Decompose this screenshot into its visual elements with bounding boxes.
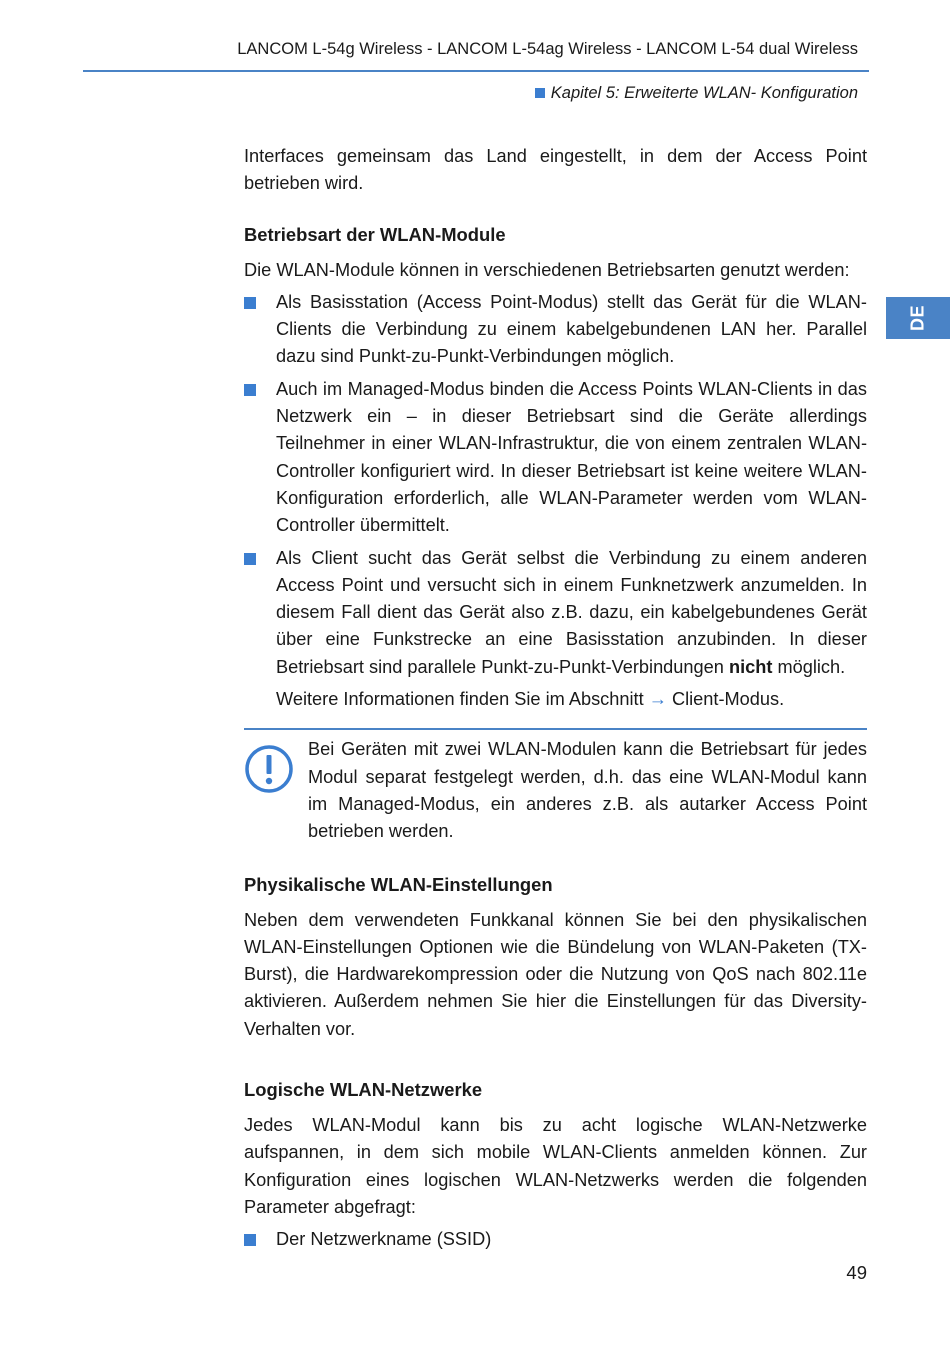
client-modus-link[interactable]: Client-Modus. — [671, 689, 785, 710]
list-item — [244, 376, 867, 540]
chapter-text: Kapitel 5: Erweiterte WLAN- Konfiguration — [550, 84, 858, 102]
square-bullet-icon — [244, 553, 256, 565]
more-info-paragraph — [244, 686, 867, 713]
section-heading-physikalisch: Physikalische WLAN-Einstellungen — [244, 873, 553, 895]
parameter-list — [244, 1226, 867, 1253]
list-item-text: Als Client sucht das Gerät selbst die Verbindung zu einem anderen Access Point und versucht sich in einem Funknetzwerk anzumelden. In diesem Fall dient das Gerät also z.B. dazu, ein kabelgebundenes Gerät über eine Funkstrecke an eine Basisstation anzubinden. In dieser Betriebsart sind parallele Punkt-zu-Punkt-Verbindungen — [276, 547, 867, 677]
square-bullet-icon — [535, 88, 545, 98]
list-item — [244, 1226, 867, 1253]
mode-list — [244, 289, 867, 681]
note-box — [244, 728, 867, 845]
section1-lead: Die WLAN-Module können in verschiedenen Betriebsarten genutzt werden: — [244, 259, 850, 280]
section3-paragraph: Jedes WLAN-Modul kann bis zu acht logische WLAN-Netzwerke aufspannen, in dem sich mobile WLAN-Clients anmelden können. Zur Konfiguration eines logischen WLAN-Netzwerks werden die folgenden Parameter abgefragt: — [244, 1115, 867, 1217]
exclamation-circle-icon — [244, 744, 294, 794]
arrow-right-icon: → — [648, 689, 667, 710]
section-heading-logisch: Logische WLAN-Netzwerke — [244, 1079, 483, 1101]
square-bullet-icon — [244, 1234, 256, 1246]
running-header-title: LANCOM L-54g Wireless - LANCOM L-54ag Wireless - LANCOM L-54 dual Wireless — [237, 40, 858, 58]
list-item-text: Als Basisstation (Access Point-Modus) stellt das Gerät für die WLAN-Clients die Verbindung zu einem kabelgebundenen LAN her. Parallel dazu sind Punkt-zu-Punkt-Verbindungen möglich. — [276, 291, 867, 367]
list-item — [244, 545, 867, 681]
list-item-text: Auch im Managed-Modus binden die Access Points WLAN-Clients in das Netzwerk ein – in dieser Betriebsart sind die Geräte allerdings Teilnehmer in einer WLAN-Infrastruktur, die von einem zentralen WLAN-Controller konfiguriert wird. In dieser Betriebsart ist keine weitere WLAN-Konfiguration erforderlich, alle WLAN-Parameter werden vom WLAN-Controller übermittelt. — [276, 378, 867, 536]
emphasis-nicht: nicht — [728, 656, 773, 677]
language-tab-label: DE — [907, 304, 928, 332]
chapter-label — [535, 84, 858, 103]
language-tab — [886, 297, 950, 339]
section2-paragraph: Neben dem verwendeten Funkkanal können Sie bei den physikalischen WLAN-Einstellungen Optionen wie die Bündelung von WLAN-Paketen (TX-Burst), die Hardwarekompression oder die Nutzung von QoS nach 802.11e aktivieren. Außerdem nehmen Sie hier die Einstellungen für das Diversity-Verhalten vor. — [244, 909, 867, 1039]
square-bullet-icon — [244, 297, 256, 309]
list-item-text-end: möglich. — [777, 656, 846, 677]
note-text: Bei Geräten mit zwei WLAN-Modulen kann die Betriebsart für jedes Modul separat festgelegt werden, d.h. das eine WLAN-Modul kann im Managed-Modus, ein anderes z.B. als autarker Access Point betrieben werden. — [308, 739, 867, 842]
square-bullet-icon — [244, 384, 256, 396]
intro-paragraph: Interfaces gemeinsam das Land eingestellt, in dem der Access Point betrieben wird. — [244, 146, 867, 194]
page-number: 49 — [846, 1262, 867, 1283]
header-rule — [83, 70, 869, 72]
list-item-text: Der Netzwerkname (SSID) — [276, 1229, 492, 1250]
list-item — [244, 289, 867, 371]
main-content — [244, 143, 867, 1259]
section-heading-betriebsart: Betriebsart der WLAN-Module — [244, 223, 506, 245]
more-info-text: Weitere Informationen finden Sie im Abschnitt — [276, 689, 644, 710]
